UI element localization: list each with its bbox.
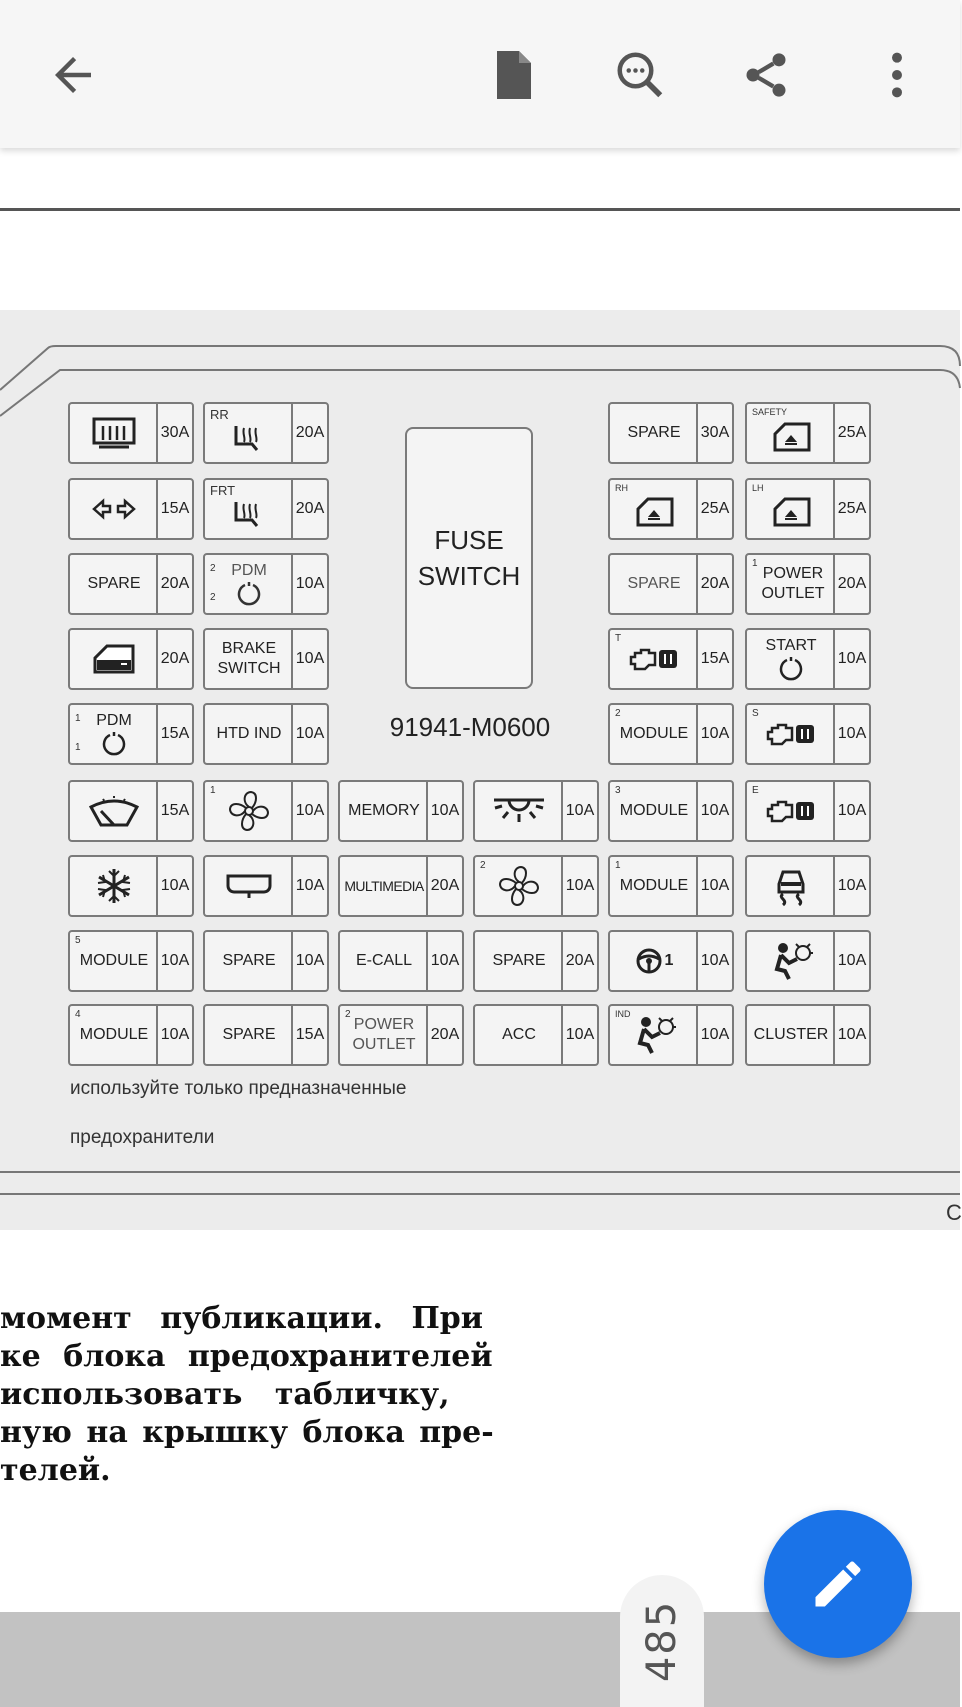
diagram-note-line2: предохранители (70, 1127, 215, 1148)
fuse-superscript: 1 (75, 713, 81, 724)
fuse-slot (608, 930, 734, 992)
fuse-label: MEMORY (348, 802, 420, 819)
fuse-amperage: 20A (561, 932, 597, 990)
fuse-superscript: 2 (480, 860, 486, 871)
fuse-amperage: 20A (426, 1006, 462, 1064)
document-button[interactable] (478, 40, 548, 110)
fuse-slot (745, 1004, 871, 1066)
fuse-amperage: 10A (291, 630, 327, 688)
fuse-amperage: 20A (291, 404, 327, 462)
page-number: 485 (638, 1599, 685, 1683)
fuse-label: MODULE (619, 725, 689, 742)
fuse-slot (68, 780, 194, 842)
turn-signal-icon (92, 498, 136, 520)
fuse-slot (68, 478, 194, 540)
document-icon (489, 49, 537, 101)
fuse-superscript: 2 (615, 708, 621, 719)
fuse-amperage: 10A (426, 932, 462, 990)
fuse-slot (203, 553, 329, 615)
fuse-slot (203, 628, 329, 690)
fuse-label: ACC (502, 1026, 536, 1043)
fuse-superscript: IND (615, 1009, 631, 1019)
fuse-label: POWER OUTLET (352, 1016, 416, 1053)
fuse-slot (745, 855, 871, 917)
fuse-amperage: 10A (291, 555, 327, 613)
airbag-icon (632, 1015, 676, 1055)
fuse-slot (338, 780, 464, 842)
fuse-slot (68, 628, 194, 690)
fuse-superscript: RH (615, 483, 628, 493)
fuse-slot (745, 780, 871, 842)
fuse-superscript: 2 (210, 563, 216, 574)
fuse-slot (68, 553, 194, 615)
back-button[interactable] (38, 40, 108, 110)
fuse-slot (68, 402, 194, 464)
heated-seat-icon (232, 422, 266, 454)
fuse-slot (338, 1004, 464, 1066)
fuse-amperage: 10A (426, 782, 462, 840)
fuse-amperage: 10A (696, 857, 732, 915)
fuse-amperage: 10A (833, 857, 869, 915)
fuse-amperage: 10A (696, 1006, 732, 1064)
fuse-slot (203, 703, 329, 765)
fuse-label: CLUSTER (753, 1026, 829, 1043)
fuse-amperage: 20A (833, 555, 869, 613)
paragraph-line: телей. (0, 1453, 111, 1488)
fuse-superscript: LH (752, 483, 764, 493)
fuse-amperage: 10A (291, 932, 327, 990)
wiper-icon (87, 793, 141, 829)
fuse-amperage: 10A (291, 857, 327, 915)
heated-seat-icon (232, 498, 266, 530)
fuse-amperage: 10A (156, 857, 192, 915)
rear-defroster-icon (91, 416, 137, 450)
edit-pencil-icon (808, 1554, 868, 1614)
search-in-document-button[interactable] (605, 40, 675, 110)
fuse-subscript: 2 (210, 592, 216, 603)
paragraph-line: ке блока предохранителей (0, 1339, 493, 1374)
fuse-amperage: 25A (833, 480, 869, 538)
fuse-superscript: S (752, 708, 759, 719)
page-number-indicator[interactable] (620, 1575, 704, 1707)
fuse-label: BRAKE SWITCH (217, 640, 281, 677)
fuse-label: PDM (231, 562, 267, 579)
fuse-subscript: 1 (75, 742, 81, 753)
start-icon (101, 731, 127, 757)
fuse-label: MODULE (79, 1026, 149, 1043)
door-lock-icon (93, 644, 135, 674)
fuse-label: SPARE (87, 575, 141, 592)
fuse-slot (745, 703, 871, 765)
steering-wheel-icon (635, 947, 663, 975)
fuse-label: SPARE (627, 575, 681, 592)
fuse-amperage: 10A (291, 782, 327, 840)
fuse-label: MULTIMEDIA (344, 878, 424, 894)
fuse-label: SPARE (222, 1026, 276, 1043)
fuse-amperage: 10A (561, 1006, 597, 1064)
fuse-slot (608, 780, 734, 842)
fuse-amperage: 10A (833, 1006, 869, 1064)
fuse-slot (203, 780, 329, 842)
fuse-label: E-CALL (355, 952, 413, 969)
fuse-slot (203, 855, 329, 917)
fuse-label: MODULE (619, 802, 689, 819)
fuse-superscript: 1 (615, 860, 621, 871)
fuse-superscript: 1 (752, 558, 758, 569)
paragraph-line: ную на крышку блока пре- (0, 1415, 494, 1450)
fuse-amperage: 15A (156, 705, 192, 763)
room-lamp-icon (492, 794, 546, 828)
engine-ecu-icon (766, 721, 816, 747)
share-button[interactable] (731, 40, 801, 110)
fuse-slot (473, 1004, 599, 1066)
fuse-superscript: E (752, 785, 759, 796)
fuse-slot (745, 478, 871, 540)
fuse-amperage: 15A (291, 1006, 327, 1064)
blower-fan-icon (226, 788, 272, 834)
search-in-document-icon (613, 48, 667, 102)
fuse-superscript: 4 (75, 1009, 81, 1020)
more-vertical-icon (887, 49, 907, 101)
fuse-superscript: SAFETY (752, 407, 788, 417)
fuse-slot (608, 402, 734, 464)
fuse-slot (68, 930, 194, 992)
fuse-amperage: 10A (156, 932, 192, 990)
fuse-amperage: 10A (696, 705, 732, 763)
fuse-slot (608, 1004, 734, 1066)
fuse-superscript: RR (210, 407, 229, 422)
mirror-icon (224, 872, 274, 900)
fuse-label: SPARE (627, 424, 681, 441)
fuse-superscript: 5 (75, 935, 81, 946)
fuse-amperage: 20A (696, 555, 732, 613)
more-options-button[interactable] (862, 40, 932, 110)
power-window-icon (771, 422, 811, 452)
fuse-amperage: 15A (156, 782, 192, 840)
fuse-slot (608, 553, 734, 615)
fuse-amperage: 10A (833, 705, 869, 763)
diagram-note-line1: используйте только предназначенные (70, 1078, 407, 1099)
airbag-icon (769, 941, 813, 981)
fuse-switch-line2: SWITCH (417, 561, 521, 591)
fuse-label: SPARE (492, 952, 546, 969)
fuse-amperage: 25A (696, 480, 732, 538)
power-window-icon (634, 497, 674, 527)
fuse-label: POWER OUTLET (761, 565, 825, 602)
fuse-amperage: 20A (426, 857, 462, 915)
share-icon (740, 49, 792, 101)
fuse-superscript: T (615, 633, 622, 644)
paragraph-line: момент публикации. При (0, 1301, 483, 1336)
fuse-amperage: 10A (561, 782, 597, 840)
fuse-slot (473, 855, 599, 917)
fuse-slot (338, 855, 464, 917)
fuse-slot (745, 930, 871, 992)
fuse-amperage: 25A (833, 404, 869, 462)
fuse-superscript: FRT (210, 483, 236, 498)
fuse-slot (745, 628, 871, 690)
fuse-slot (473, 780, 599, 842)
fuse-slot (203, 478, 329, 540)
fuse-superscript: 3 (615, 785, 621, 796)
paragraph-line: использовать табличку, (0, 1377, 450, 1412)
engine-ecu-icon (629, 646, 679, 672)
fuse-amperage: 10A (696, 932, 732, 990)
fuse-amperage: 10A (561, 857, 597, 915)
fuse-amperage: 20A (291, 480, 327, 538)
fuse-amperage: 30A (156, 404, 192, 462)
fuse-switch (405, 427, 533, 689)
fuse-slot (608, 478, 734, 540)
fuse-amperage: 20A (156, 630, 192, 688)
fuse-label: START (765, 637, 817, 654)
fuse-label: 1 (664, 952, 674, 969)
edit-fab-button[interactable] (764, 1510, 912, 1658)
engine-ecu-icon (766, 798, 816, 824)
fuse-label: HTD IND (216, 725, 282, 742)
fuse-amperage: 10A (833, 932, 869, 990)
fuse-slot (203, 930, 329, 992)
power-window-icon (771, 497, 811, 527)
fuse-slot (473, 930, 599, 992)
fuse-amperage: 10A (833, 782, 869, 840)
fuse-slot (608, 703, 734, 765)
edge-letter: C (946, 1200, 962, 1225)
fuse-label: MODULE (79, 952, 149, 969)
fuse-slot (745, 402, 871, 464)
fuse-slot (68, 1004, 194, 1066)
back-arrow-icon (46, 48, 100, 102)
air-conditioner-icon (94, 866, 134, 906)
fuse-amperage: 10A (696, 782, 732, 840)
fuse-slot (745, 553, 871, 615)
fuse-slot (203, 402, 329, 464)
fuse-slot (608, 628, 734, 690)
blower-fan-icon (496, 863, 542, 909)
fuse-amperage: 10A (156, 1006, 192, 1064)
top-app-bar (0, 0, 960, 148)
fuse-superscript: 2 (345, 1009, 351, 1020)
fuse-label: PDM (96, 712, 132, 729)
fuse-label: MODULE (619, 877, 689, 894)
fuse-slot (68, 855, 194, 917)
stability-control-icon (769, 864, 813, 908)
fuse-label: SPARE (222, 952, 276, 969)
horizontal-rule (0, 208, 960, 211)
fuse-superscript: 1 (210, 785, 216, 796)
fuse-slot (203, 1004, 329, 1066)
fuse-slot (338, 930, 464, 992)
fuse-slot (68, 703, 194, 765)
fuse-amperage: 15A (696, 630, 732, 688)
start-icon (236, 581, 262, 607)
start-icon (778, 656, 804, 682)
fuse-amperage: 30A (696, 404, 732, 462)
part-number: 91941-M0600 (389, 712, 551, 742)
fuse-amperage: 10A (833, 630, 869, 688)
fuse-amperage: 15A (156, 480, 192, 538)
fuse-amperage: 20A (156, 555, 192, 613)
fuse-amperage: 10A (291, 705, 327, 763)
body-paragraph (0, 1300, 494, 1490)
fuse-switch-line1: FUSE (434, 525, 504, 555)
fuse-slot (608, 855, 734, 917)
